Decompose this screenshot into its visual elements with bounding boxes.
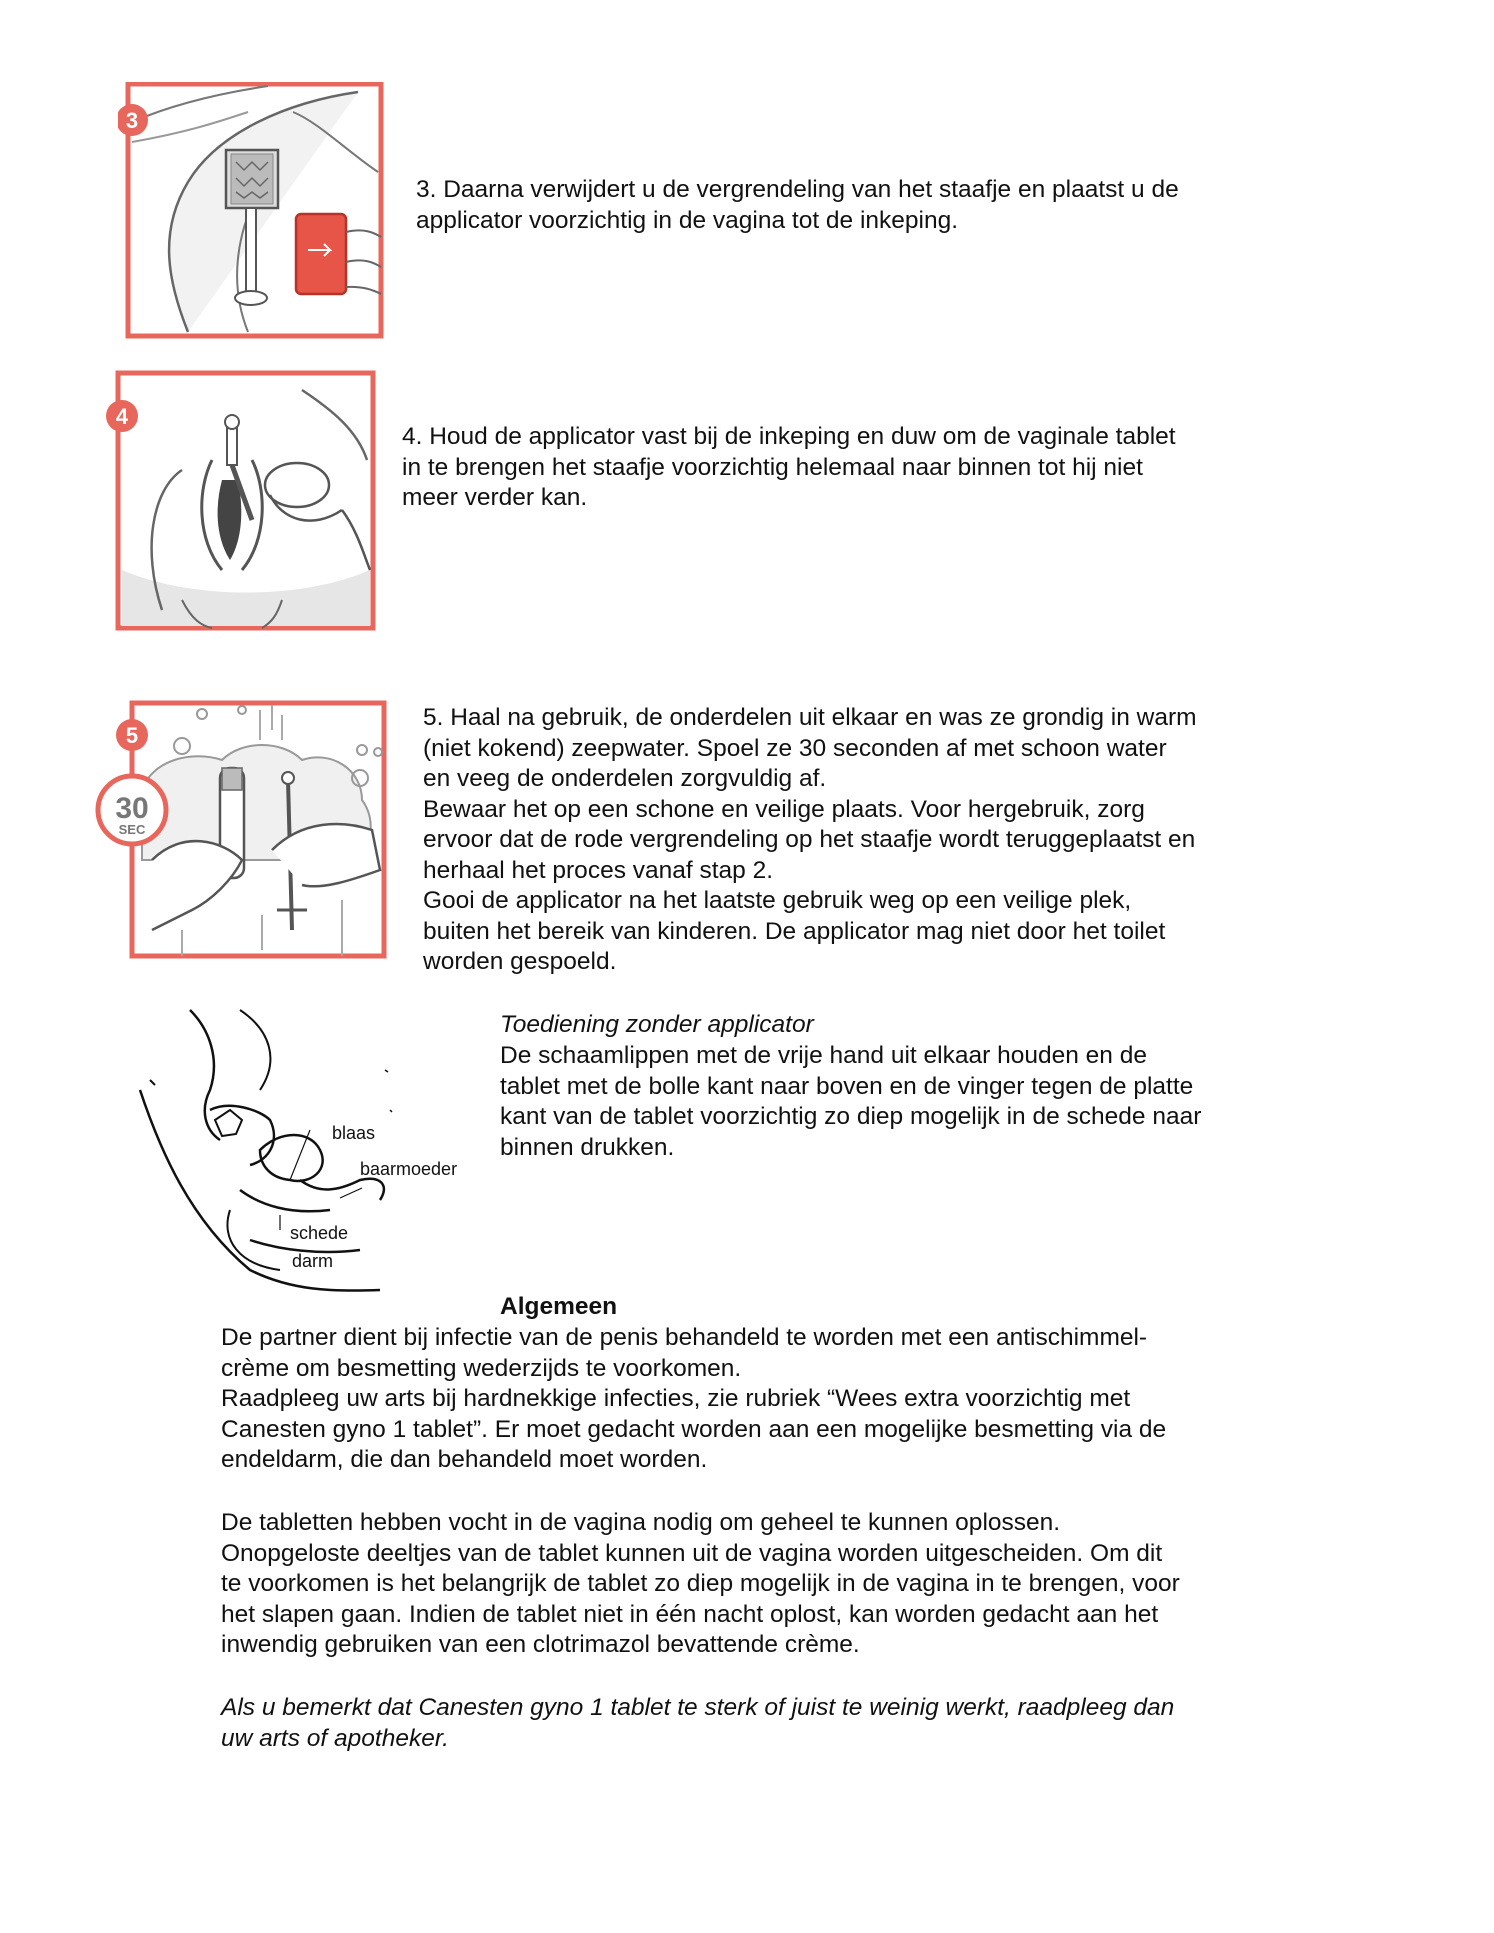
step-4-text: 4. Houd de applicator vast bij de inkeping en duw om de vaginale tablet in te brengen het staafje voorzichtig helemaal naar binnen tot hij niet meer verder kan. xyxy=(402,423,1176,511)
timer-unit: SEC xyxy=(118,822,146,837)
general-note: Als u bemerkt dat Canesten gyno 1 tablet te sterk of juist te weinig werkt, raadpleeg dan uw arts of apotheker. xyxy=(221,1694,1175,1752)
no-applicator-text: De schaamlippen met de vrije hand uit elkaar houden en de tablet met de bolle kant naar boven en de vinger tegen de platte kant van de tablet voorzichtig zo diep mogelijk in de schede naar binnen drukken. xyxy=(500,1042,1202,1161)
step-5-text: 5. Haal na gebruik, de onderdelen uit elkaar en was ze grondig in warm (niet kokend) zeepwater. Spoel ze 30 seconden af met schoon water en veeg de onderdelen zorgvuldig af. Bewaar het op een schone en veilige plaats. Voor hergebruik, zorg ervoor dat de rode vergrendeling op het staafje wordt teruggeplaatst en herhaal het proces vanaf stap 2. Gooi de applicator na het laatste gebruik weg op een veilige plek, buiten het bereik van kinderen. De applicator mag niet door het toilet worden gespoeld. xyxy=(423,704,1197,975)
label-bowel: darm xyxy=(292,1251,334,1271)
general-paragraph-1: De partner dient bij infectie van de penis behandeld te worden met een antischimmel- crème om besmetting wederzijds te voorkomen. Raadpleeg uw arts bij hardnekkige infecties, zie rubriek “Wees extra voorzichtig met Canesten gyno 1 tablet”. Er moet gedacht worden aan een mogelijke besmetting via de endeldarm, die dan behandeld moet worden. xyxy=(221,1324,1167,1473)
general-paragraph-2: De tabletten hebben vocht in de vagina nodig om geheel te kunnen oplossen. Onopgeloste deeltjes van de tablet kunnen uit de vagina worden uitgescheiden. Om dit te voorkomen is het belangrijk de tablet zo diep mogelijk in de vagina in te brengen, voor het slapen gaan. Indien de tablet niet in één nacht oplost, kan worden gedacht aan het inwendig gebruiken van een clotrimazol bevattende crème. xyxy=(221,1509,1180,1658)
step-3-text: 3. Daarna verwijdert u de vergrendeling van het staafje en plaatst u de applicator voorzichtig in de vagina tot de inkeping. xyxy=(416,176,1179,234)
step-3-illustration xyxy=(118,82,388,342)
step-5-illustration xyxy=(92,700,392,962)
step-4-number: 4 xyxy=(115,404,129,429)
step-3-number: 3 xyxy=(125,108,139,133)
general-heading: Algemeen xyxy=(500,1293,618,1320)
step-5-number: 5 xyxy=(125,723,139,748)
no-applicator-heading: Toediening zonder applicator xyxy=(500,1011,814,1038)
label-vagina: schede xyxy=(290,1223,349,1243)
timer-value: 30 xyxy=(115,792,149,825)
label-uterus: baarmoeder xyxy=(360,1159,458,1179)
step-4-illustration xyxy=(102,370,382,632)
label-bladder: blaas xyxy=(332,1123,376,1143)
anatomy-diagram xyxy=(130,1000,480,1300)
